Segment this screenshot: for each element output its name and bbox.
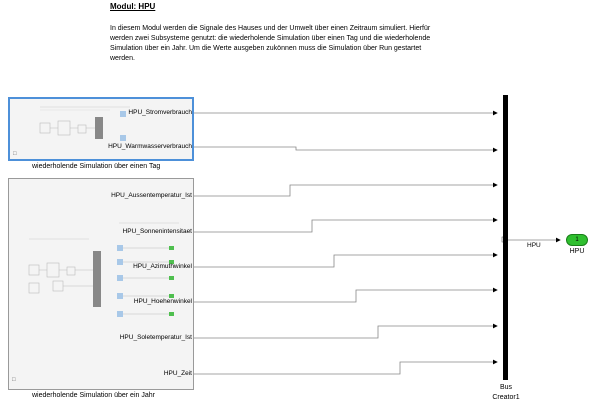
annotation-title: Modul: HPU [110, 2, 156, 11]
signal-line-hoehenwinkel [194, 290, 497, 302]
subsystem-year-label: wiederholende Simulation über ein Jahr [32, 392, 155, 399]
signal-line-warmwasserverbrauch [194, 147, 497, 150]
signal-line-soletemperatur [194, 326, 497, 338]
bus-creator-block[interactable] [503, 95, 508, 380]
outport-name: HPU [569, 248, 585, 255]
port-label-hoehenwinkel: HPU_Hoehenwinkel [133, 298, 192, 305]
subsystem-day-label: wiederholende Simulation über einen Tag [32, 163, 161, 170]
port-label-stromverbrauch: HPU_Stromverbrauch [128, 109, 192, 116]
annotation-text: In diesem Modul werden die Signale des Hauses und der Umwelt über einen Zeitraum simuliert. Hierfür werden zwei Subsysteme genutzt: die wiederholende Simulation über einen Tag und die wiederholende Simulation über ein Jahr. Um die Werte ausgeben zukönnen muss die Simulation über Run gestartet werden. [110, 25, 431, 62]
subsystem-day-preview [10, 99, 192, 159]
subsystem-icon: □ [12, 377, 16, 383]
signal-line-zeit [194, 362, 497, 374]
outport-number: 1 [575, 237, 579, 243]
bus-creator-name-line1: Bus [499, 384, 513, 391]
port-label-warmwasserverbrauch: HPU_Warmwasserverbrauch [108, 143, 192, 150]
port-label-azimuthwinkel: HPU_Azimuthwinkel [133, 263, 192, 270]
signal-line-azimuthwinkel [194, 255, 497, 267]
signal-line-aussentemperatur [194, 185, 497, 196]
subsystem-year-preview [9, 179, 193, 389]
outport-block[interactable] [566, 234, 588, 246]
subsystem-year-block[interactable] [8, 178, 194, 390]
subsystem-icon: □ [13, 151, 17, 157]
port-label-soletemperatur: HPU_Soletemperatur_Ist [119, 334, 192, 341]
bus-signal-label: HPU [527, 242, 541, 249]
port-label-aussentemperatur: HPU_Aussentemperatur_Ist [111, 192, 192, 199]
bus-creator-name-line2: Creator1 [492, 394, 520, 401]
port-label-zeit: HPU_Zeit [163, 370, 192, 377]
port-label-sonnenintensitaet: HPU_Sonnenintensitaet [122, 228, 192, 235]
signal-line-sonnenintensitaet [194, 220, 497, 232]
subsystem-day-block[interactable] [8, 97, 194, 161]
